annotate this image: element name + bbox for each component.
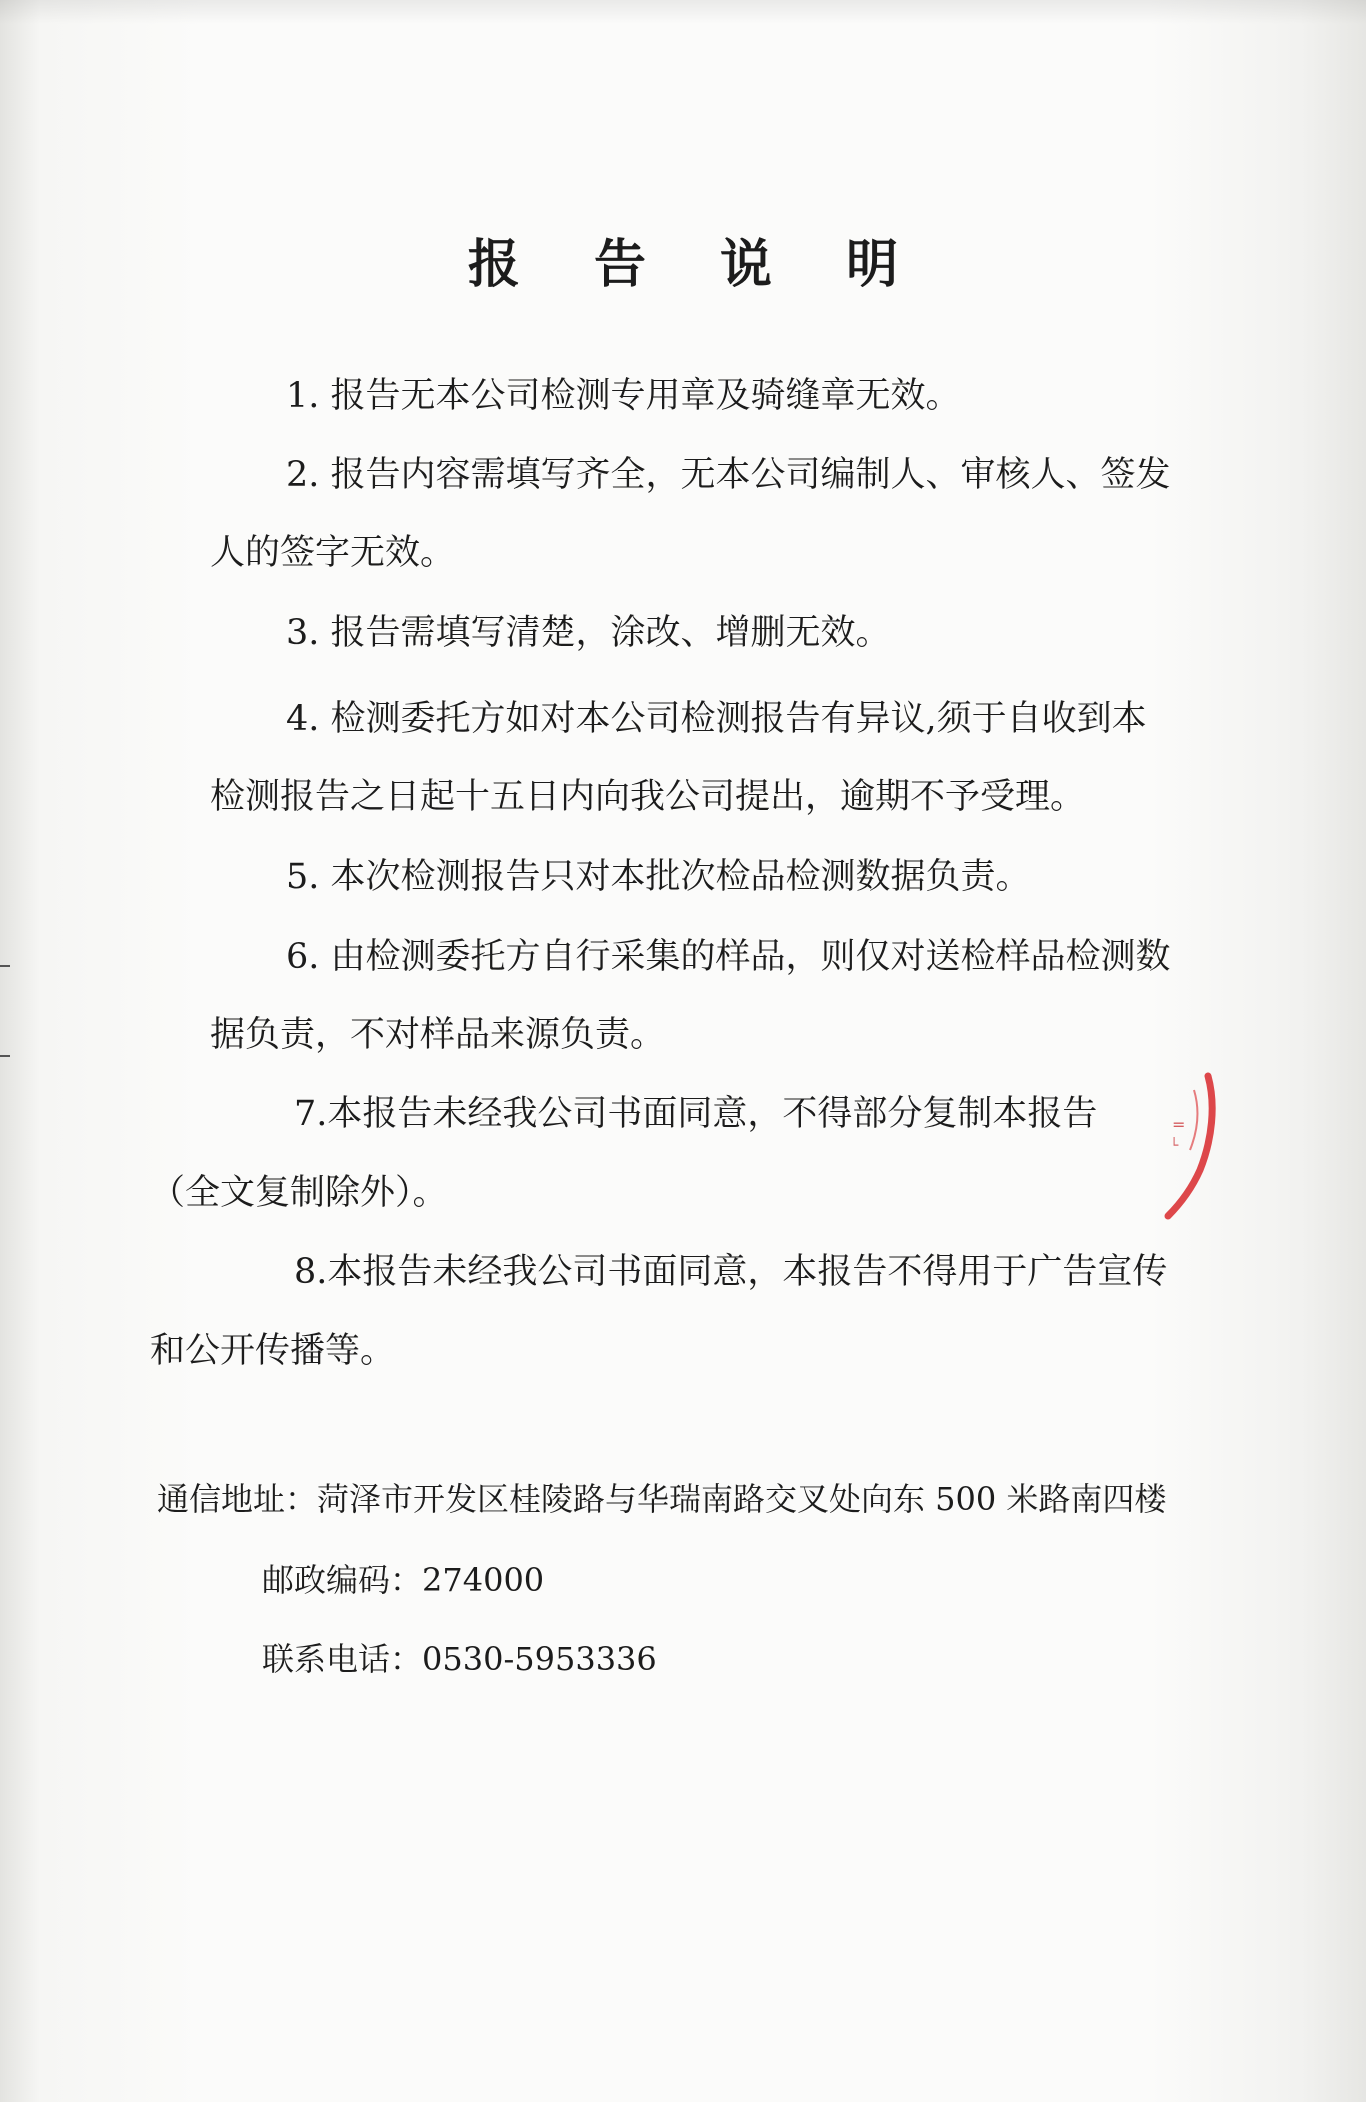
svg-text:=: =: [1172, 1115, 1186, 1134]
contact-phone: 联系电话：0530-5953336: [262, 1640, 657, 1678]
binding-mark: [0, 965, 10, 967]
contact-address: 通信地址：菏泽市开发区桂陵路与华瑞南路交叉处向东 500 米路南四楼: [157, 1480, 1167, 1518]
notice-item-8-line-2: 和公开传播等。: [150, 1331, 396, 1371]
notice-item-4-line-1: 4. 检测委托方如对本公司检测报告有异议,须于自收到本: [286, 699, 1147, 739]
notice-item-7-line-1: 7.本报告未经我公司书面同意，不得部分复制本报告: [294, 1094, 1098, 1134]
notice-item-8-line-1: 8.本报告未经我公司书面同意，本报告不得用于广告宣传: [294, 1252, 1168, 1292]
document-title: 报 告 说 明: [467, 234, 927, 295]
notice-item-3: 3. 报告需填写清楚，涂改、增删无效。: [286, 613, 891, 653]
notice-item-5: 5. 本次检测报告只对本批次检品检测数据负责。: [286, 857, 1031, 897]
scan-shadow: [0, 0, 1366, 24]
notice-item-6-line-2: 据负责，不对样品来源负责。: [210, 1015, 666, 1055]
svg-text:└: └: [1170, 1138, 1179, 1154]
notice-item-4-line-2: 检测报告之日起十五日内向我公司提出，逾期不予受理。: [210, 777, 1086, 817]
notice-item-2-line-2: 人的签字无效。: [210, 533, 456, 573]
notice-item-6-line-1: 6. 由检测委托方自行采集的样品，则仅对送检样品检测数: [286, 937, 1171, 977]
notice-item-2-line-1: 2. 报告内容需填写齐全，无本公司编制人、审核人、签发: [286, 455, 1171, 495]
partial-red-seal-icon: [1160, 1070, 1220, 1220]
notice-item-1: 1. 报告无本公司检测专用章及骑缝章无效。: [286, 376, 961, 416]
contact-postcode: 邮政编码：274000: [262, 1561, 545, 1599]
binding-mark: [0, 1055, 10, 1057]
notice-item-7-line-2: （全文复制除外）。: [150, 1173, 448, 1213]
